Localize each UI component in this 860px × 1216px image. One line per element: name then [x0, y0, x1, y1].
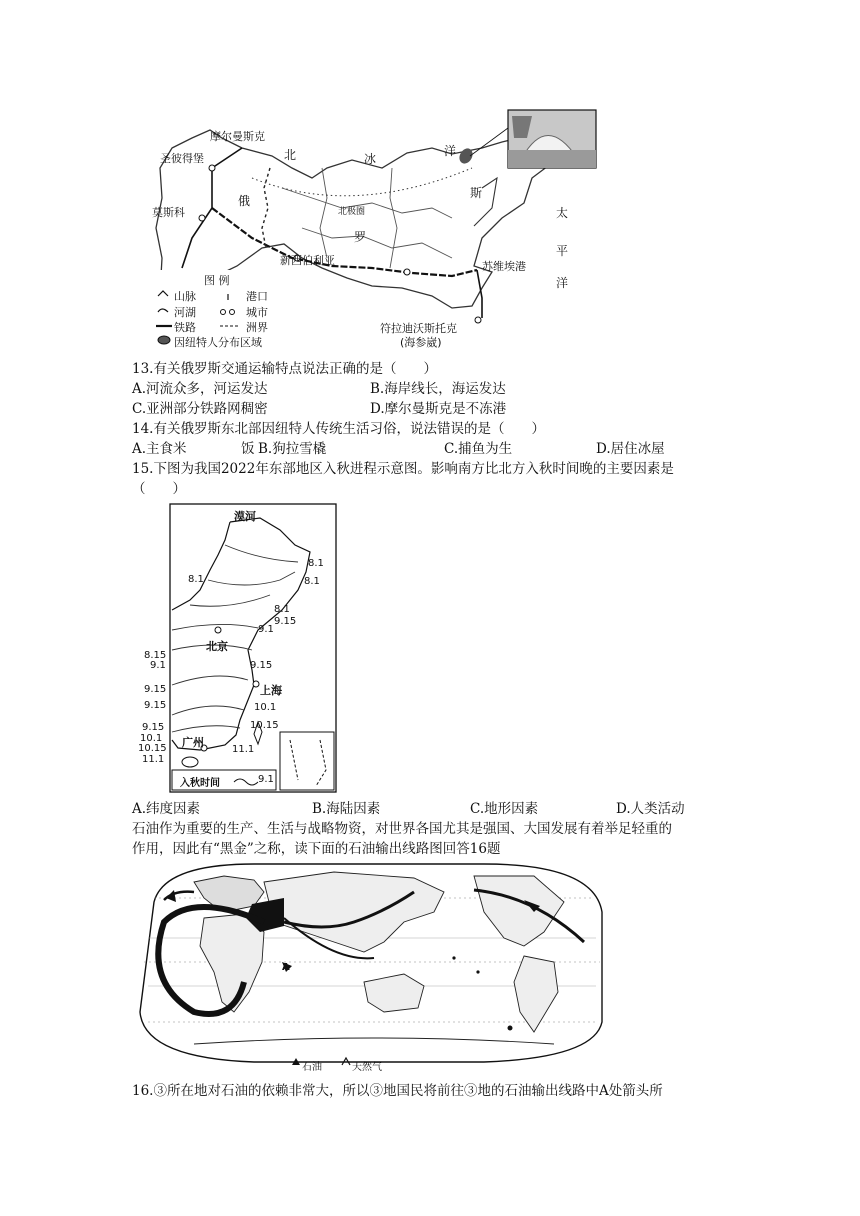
isoline-label: 9.1 [150, 660, 166, 671]
city-shanghai: 上海 [260, 684, 282, 697]
q16-stem: 16.③所在地对石油的依赖非常大，所以③地国民将前往③地的石油输出线路中A处箭头所 [132, 1083, 663, 1099]
label-pacific-tai: 太 [556, 206, 569, 220]
legend-river-lake: 河湖 [174, 306, 196, 319]
q15-option-d: D.人类活动 [616, 801, 685, 817]
isoline-label: 9.15 [144, 700, 167, 711]
q14-option-c: C.捕鱼为生 [444, 441, 513, 457]
isoline-label: 11.1 [232, 744, 255, 755]
isoline-label: 9.15 [274, 616, 297, 627]
city-beijing: 北京 [206, 640, 228, 653]
q14-stem: 14.有关俄罗斯东北部因纽特人传统生活习俗，说法错误的是（ ） [132, 421, 545, 437]
label-novosibirsk: 新西伯利亚 [280, 254, 335, 267]
label-vladivostok-alt: (海参崴) [400, 336, 442, 349]
china-autumn-map [130, 500, 340, 796]
isoline-label: 8.1 [188, 574, 204, 585]
q14-option-a-cont: 饭 [241, 441, 255, 457]
q15-option-a: A.纬度因素 [132, 801, 201, 817]
legend-gas: 天然气 [352, 1062, 382, 1073]
label-ocean-bing: 冰 [364, 152, 377, 166]
q13-option-b: B.海岸线长，海运发达 [370, 381, 506, 397]
label-ocean-bei: 北 [284, 148, 297, 162]
label-moscow: 莫斯科 [152, 206, 185, 219]
isoline-label: 10.15 [250, 720, 279, 731]
arrow-a-label: A [282, 962, 290, 973]
isoline-label: 8.1 [308, 558, 324, 569]
label-ocean-yang: 洋 [444, 144, 457, 158]
q14-option-d: D.居住冰屋 [596, 441, 665, 457]
q14-option-a: A.主食米 [132, 441, 187, 457]
q15-stem: 15.下图为我国2022年东部地区入秋进程示意图。影响南方比北方入秋时间晚的主要因素是 [132, 461, 674, 477]
label-st-petersburg: 圣彼得堡 [160, 152, 204, 165]
q13-option-a: A.河流众多，河运发达 [132, 381, 268, 397]
city-mohe: 漠河 [234, 510, 256, 523]
legend-mountain: 山脉 [174, 290, 196, 303]
legend-city: 城市 [246, 306, 268, 319]
isoline-label: 9.15 [144, 684, 167, 695]
legend-autumn-label: 入秋时间 [180, 778, 220, 789]
isoline-label: 11.1 [142, 754, 165, 765]
label-pacific-yang: 洋 [556, 276, 569, 290]
city-guangzhou: 广州 [182, 736, 204, 749]
isoline-label: 10.15 [138, 743, 167, 754]
q13-option-d: D.摩尔曼斯克是不冻港 [370, 401, 507, 417]
passage-line-2: 作用，因此有“黑金”之称，读下面的石油输出线路图回答16题 [132, 841, 501, 857]
legend-railway: 铁路 [174, 321, 196, 334]
legend-continent-border: 洲界 [246, 321, 268, 334]
isoline-label: 8.1 [274, 604, 290, 615]
isoline-label: 10.1 [254, 702, 277, 713]
label-sovetskaya-gavan: 苏维埃港 [482, 260, 526, 273]
q15-option-b: B.海陆因素 [312, 801, 381, 817]
russia-map-drawing [152, 108, 600, 352]
legend-port: 港口 [246, 290, 268, 303]
isoline-label: 8.15 [144, 650, 167, 661]
q14-option-b: B.狗拉雪橇 [258, 441, 327, 457]
q13-option-c: C.亚洲部分铁路网稠密 [132, 401, 268, 417]
label-e: 俄 [238, 194, 251, 208]
world-map-drawing [134, 862, 606, 1076]
world-oil-map [134, 862, 606, 1076]
q15-option-c: C.地形因素 [470, 801, 539, 817]
label-arctic-circle: 北极圈 [338, 207, 366, 217]
legend-oil: 石油 [302, 1062, 322, 1073]
isoline-label: 9.15 [142, 722, 165, 733]
russia-map [152, 108, 600, 352]
label-pacific-ping: 平 [556, 244, 569, 258]
label-vladivostok: 符拉迪沃斯托克 [380, 322, 457, 335]
q13-stem: 13.有关俄罗斯交通运输特点说法正确的是（ ） [132, 361, 437, 377]
label-si: 斯 [470, 186, 483, 200]
label-murmansk: 摩尔曼斯克 [210, 130, 265, 143]
q15-stem-cont: （ ） [132, 481, 186, 497]
isoline-label: 10.1 [140, 733, 163, 744]
legend-inuit-area: 因纽特人分布区域 [174, 336, 262, 349]
isoline-label: 9.1 [258, 624, 274, 635]
label-luo: 罗 [354, 230, 367, 244]
legend-autumn-value: 9.1 [258, 774, 274, 785]
passage-line-1: 石油作为重要的生产、生活与战略物资，对世界各国尤其是强国、大国发展有着举足轻重的 [132, 821, 672, 837]
isoline-label: 9.15 [250, 660, 273, 671]
legend-title: 图 例 [204, 274, 230, 287]
isoline-label: 8.1 [304, 576, 320, 587]
